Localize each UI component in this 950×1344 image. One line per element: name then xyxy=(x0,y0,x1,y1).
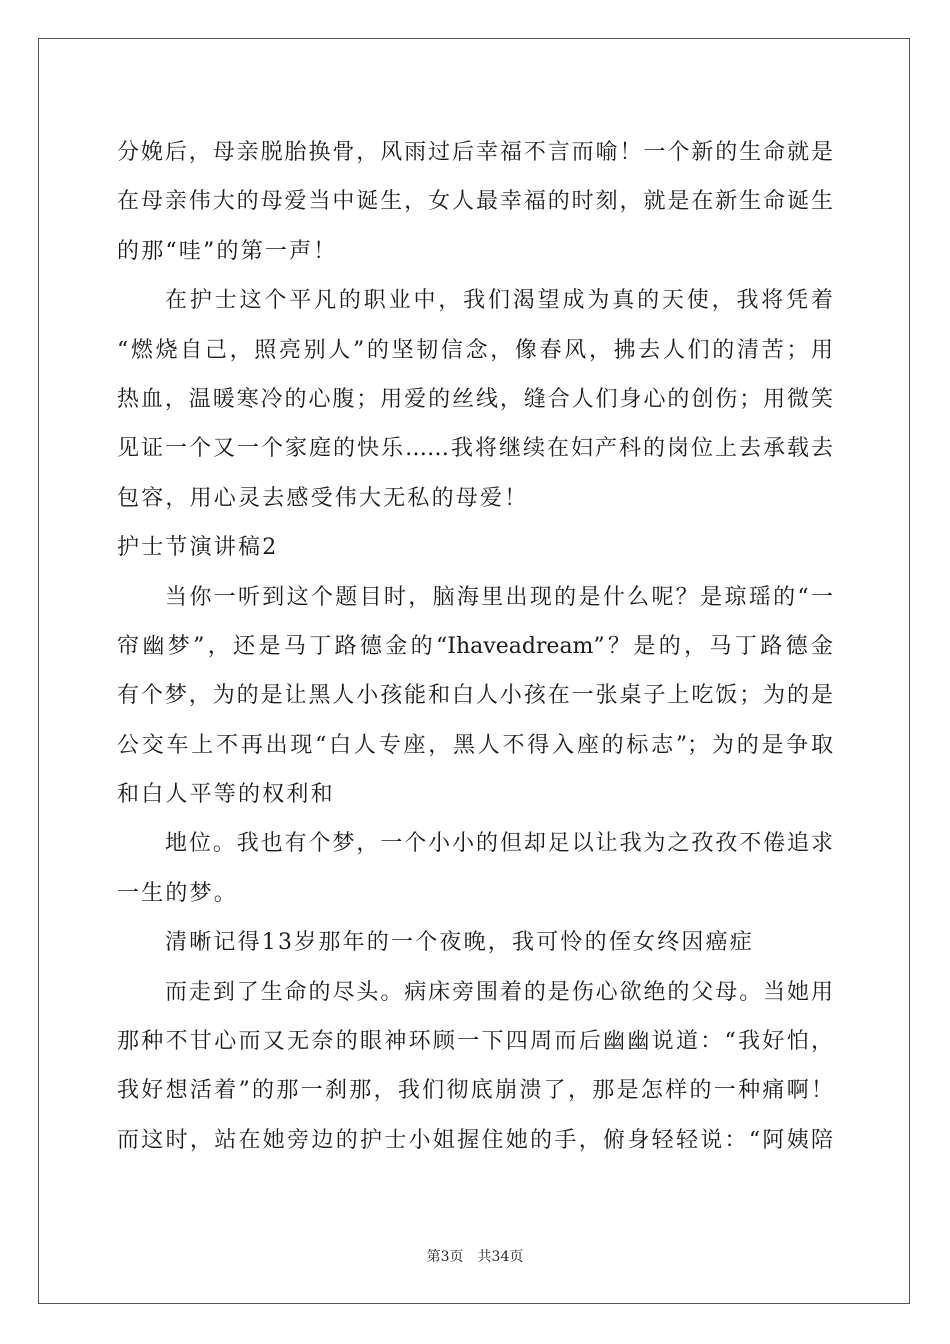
text-line: 我好想活着”的那一刹那，我们彻底崩溃了，那是怎样的一种痛啊！ xyxy=(117,1078,833,1104)
text-line: 清晰记得13岁那年的一个夜晚，我可怜的侄女终因癌症 xyxy=(165,930,754,956)
page-number: 第3页 xyxy=(426,1249,464,1265)
text-line: 公交车上不再出现“白人专座，黑人不得入座的标志”；为的是争取 xyxy=(117,732,833,758)
section-heading: 护士节演讲稿2 xyxy=(117,535,279,561)
text-line: 那种不甘心而又无奈的眼神环顾一下四周而后幽幽说道：“我好怕， xyxy=(117,1029,833,1055)
text-line: 分娩后，母亲脱胎换骨，风雨过后幸福不言而喻！一个新的生命就是 xyxy=(117,140,833,165)
text-line: 有个梦，为的是让黑人小孩能和白人小孩在一张桌子上吃饭；为的是 xyxy=(117,683,833,709)
text-line: 帘幽梦”，还是马丁路德金的“Ihaveadream”？是的，马丁路德金 xyxy=(117,633,833,659)
text-line: 在护士这个平凡的职业中，我们渴望成为真的天使，我将凭着 xyxy=(165,288,833,314)
text-line: 热血，温暖寒冷的心腹；用爱的丝线，缝合人们身心的创伤；用微笑 xyxy=(117,386,833,412)
text-line: 而走到了生命的尽头。病床旁围着的是伤心欲绝的父母。当她用 xyxy=(165,979,833,1005)
text-line: 包容，用心灵去感受伟大无私的母爱！ xyxy=(117,485,529,511)
text-line: 而这时，站在她旁边的护士小姐握住她的手，俯身轻轻说：“阿姨陪 xyxy=(117,1127,833,1153)
text-line: 一生的梦。 xyxy=(117,880,239,906)
text-line: 和白人平等的权利和 xyxy=(117,782,335,808)
text-line: 见证一个又一个家庭的快乐……我将继续在妇产科的岗位上去承载去 xyxy=(117,436,833,462)
text-line: 地位。我也有个梦，一个小小的但却足以让我为之孜孜不倦追求 xyxy=(165,831,833,857)
page-total: 共34页 xyxy=(477,1249,524,1265)
text-line: 的那“哇”的第一声！ xyxy=(117,238,338,264)
page-footer xyxy=(0,1246,950,1266)
text-line: 当你一听到这个题目时，脑海里出现的是什么呢？是琼瑶的“一 xyxy=(165,584,833,610)
document-body xyxy=(117,128,833,1165)
text-line: 在母亲伟大的母爱当中诞生，女人最幸福的时刻，就是在新生命诞生 xyxy=(117,189,833,215)
text-line: “燃烧自己，照亮别人”的坚韧信念，像春风，拂去人们的清苦；用 xyxy=(117,337,833,363)
